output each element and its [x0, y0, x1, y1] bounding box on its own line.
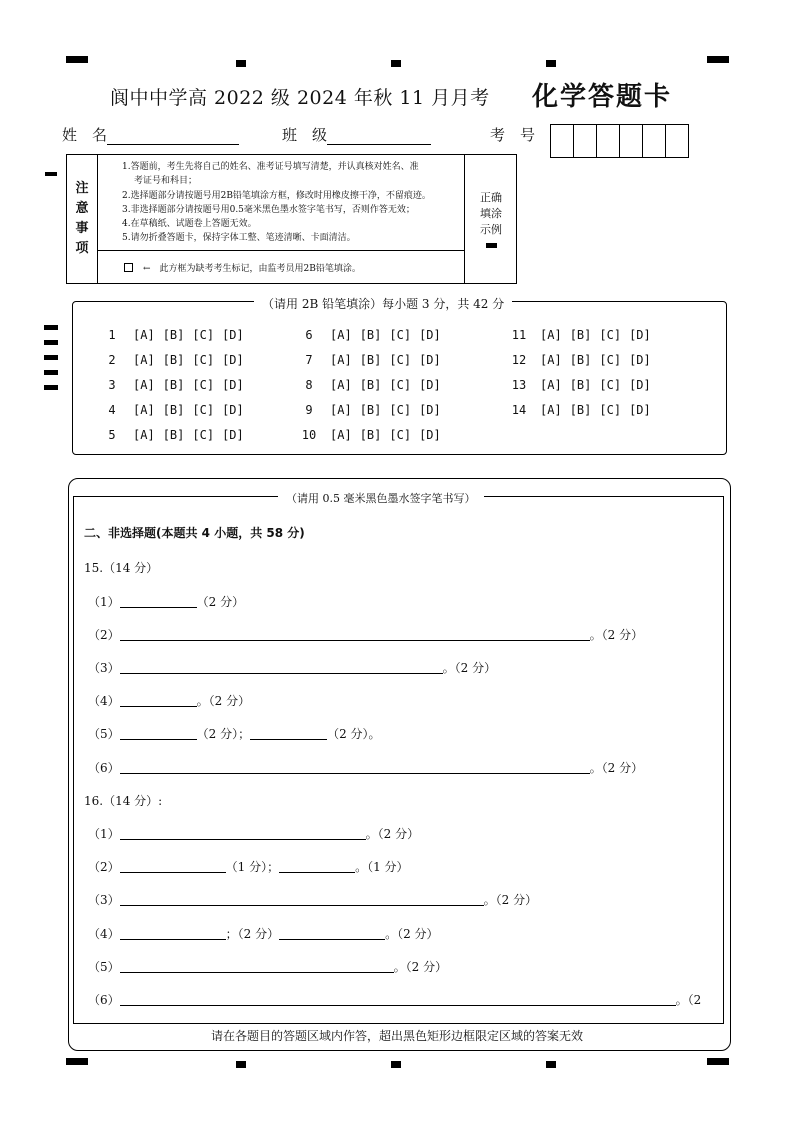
- answer-blank[interactable]: [279, 860, 355, 873]
- q15-part-4: （4） 。（2 分）: [88, 694, 251, 708]
- mc-option-bubble[interactable]: [C]: [599, 328, 622, 342]
- mc-option-bubble[interactable]: [C]: [599, 378, 622, 392]
- mc-question-row: [296, 403, 441, 417]
- mc-option-bubble[interactable]: [B]: [162, 328, 185, 342]
- name-field[interactable]: [107, 128, 239, 145]
- mc-option-bubble[interactable]: [A]: [330, 353, 352, 367]
- registration-mark: [707, 1058, 729, 1065]
- registration-mark: [66, 1058, 88, 1065]
- absent-checkbox[interactable]: [124, 263, 133, 272]
- mc-option-bubble[interactable]: [B]: [359, 328, 382, 342]
- mc-option-bubble[interactable]: [D]: [222, 403, 244, 417]
- notice-label: 注 意 事 项: [67, 155, 98, 283]
- filled-bubble-example: [486, 243, 497, 248]
- mc-option-bubble[interactable]: [B]: [162, 403, 185, 417]
- name-row: [62, 124, 239, 145]
- mc-option-bubble[interactable]: [A]: [540, 328, 562, 342]
- id-label: 考 号: [490, 126, 536, 144]
- registration-mark: [236, 1061, 246, 1068]
- class-row: [282, 124, 431, 145]
- registration-mark: [391, 60, 401, 67]
- mc-option-bubble[interactable]: [C]: [389, 378, 412, 392]
- mc-question-number: 5: [108, 428, 116, 442]
- mc-question-number: 12: [511, 353, 527, 367]
- name-label: 姓 名: [62, 126, 108, 144]
- answer-blank[interactable]: [120, 595, 197, 608]
- registration-mark: [546, 60, 556, 67]
- id-digit-box[interactable]: [620, 125, 643, 157]
- exam-id-boxes[interactable]: [550, 124, 689, 158]
- registration-mark: [707, 56, 729, 63]
- answer-blank[interactable]: [250, 727, 327, 740]
- mc-option-bubble[interactable]: [A]: [540, 378, 562, 392]
- mc-question-row: [506, 403, 651, 417]
- answer-blank[interactable]: [120, 893, 484, 906]
- mc-question-number: 8: [305, 378, 313, 392]
- mc-question-number: 1: [108, 328, 116, 342]
- answer-blank[interactable]: [120, 628, 590, 641]
- mc-question-number: 13: [511, 378, 527, 392]
- class-label: 班 级: [282, 126, 328, 144]
- mc-option-bubble[interactable]: [A]: [133, 378, 155, 392]
- mc-option-bubble[interactable]: [B]: [569, 328, 592, 342]
- mc-question-number: 4: [108, 403, 116, 417]
- mc-option-bubble[interactable]: [C]: [192, 428, 215, 442]
- answer-blank[interactable]: [279, 927, 385, 940]
- mc-option-bubble[interactable]: [C]: [389, 428, 412, 442]
- notice-item: 考证号和科目；: [134, 176, 198, 187]
- mc-option-bubble[interactable]: [D]: [419, 403, 441, 417]
- q15-part-6: （6） 。（2 分）: [88, 761, 644, 775]
- mc-question-row: [99, 378, 244, 392]
- mc-option-bubble[interactable]: [C]: [389, 353, 412, 367]
- q16-part-1: （1） 。（2 分）: [88, 827, 420, 841]
- mc-option-bubble[interactable]: [C]: [192, 328, 215, 342]
- mc-option-bubble[interactable]: [B]: [162, 428, 185, 442]
- mc-question-number: 11: [511, 328, 527, 342]
- mc-question-number: 10: [301, 428, 317, 442]
- mc-question-row: [296, 353, 441, 367]
- mc-option-bubble[interactable]: [A]: [133, 353, 155, 367]
- mc-option-bubble[interactable]: [C]: [599, 353, 622, 367]
- mc-option-bubble[interactable]: [B]: [359, 428, 382, 442]
- id-digit-box[interactable]: [551, 125, 574, 157]
- registration-mark: [546, 1061, 556, 1068]
- notice-item: 1.答题前，考生先将自己的姓名、准考证号填写清楚，并认真核对姓名、准: [122, 162, 419, 172]
- mc-option-bubble[interactable]: [C]: [192, 403, 215, 417]
- mc-option-bubble[interactable]: [D]: [222, 378, 244, 392]
- q16-part-6: （6） 。（2: [88, 993, 702, 1007]
- section-title: 二、非选择题(本题共 4 小题，共 58 分): [84, 526, 305, 540]
- mc-option-bubble[interactable]: [B]: [359, 378, 382, 392]
- mc-option-bubble[interactable]: [A]: [330, 378, 352, 392]
- mc-option-bubble[interactable]: [A]: [330, 328, 352, 342]
- mc-question-row: [99, 353, 244, 367]
- q16-part-3: （3） 。（2 分）: [88, 893, 538, 907]
- mc-option-bubble[interactable]: [A]: [540, 353, 562, 367]
- registration-mark: [44, 385, 58, 390]
- mc-legend: （请用 2B 铅笔填涂）每小题 3 分，共 42 分: [254, 295, 512, 312]
- id-digit-box[interactable]: [666, 125, 688, 157]
- class-field[interactable]: [327, 128, 431, 145]
- mc-option-bubble[interactable]: [A]: [133, 328, 155, 342]
- answer-blank[interactable]: [120, 761, 590, 774]
- mc-option-bubble[interactable]: [D]: [419, 428, 441, 442]
- absent-note: ← 此方框为缺考考生标记，由监考员用2B铅笔填涂。: [143, 264, 361, 274]
- notice-item: 4.在草稿纸、试题卷上答题无效。: [122, 219, 257, 230]
- mc-question-row: [99, 328, 244, 342]
- mc-question-number: 7: [305, 353, 313, 367]
- mc-question-number: 3: [108, 378, 116, 392]
- registration-mark: [44, 370, 58, 375]
- mc-question-number: 2: [108, 353, 116, 367]
- q16-part-5: （5） 。（2 分）: [88, 960, 448, 974]
- id-digit-box[interactable]: [574, 125, 597, 157]
- mc-option-bubble[interactable]: [D]: [419, 328, 441, 342]
- mc-option-bubble[interactable]: [B]: [162, 353, 185, 367]
- absent-mark-row: [124, 261, 361, 274]
- mc-option-bubble[interactable]: [D]: [419, 378, 441, 392]
- answer-blank[interactable]: [120, 694, 197, 707]
- mc-question-number: 6: [305, 328, 313, 342]
- mc-option-bubble[interactable]: [A]: [540, 403, 562, 417]
- mc-option-bubble[interactable]: [A]: [330, 403, 352, 417]
- mc-option-bubble[interactable]: [C]: [389, 403, 412, 417]
- registration-mark: [66, 56, 88, 63]
- q16-part-2: （2） （1 分）； 。（1 分）: [88, 860, 409, 874]
- notice-item: 5.请勿折叠答题卡，保持字体工整、笔迹清晰、卡面清洁。: [122, 233, 356, 244]
- mc-option-bubble[interactable]: [A]: [133, 403, 155, 417]
- mc-option-bubble[interactable]: [C]: [389, 328, 412, 342]
- q16-title: 16.（14 分）:: [84, 794, 163, 808]
- mc-option-bubble[interactable]: [C]: [599, 403, 622, 417]
- mc-option-bubble[interactable]: [D]: [222, 428, 244, 442]
- mc-option-bubble[interactable]: [B]: [359, 403, 382, 417]
- registration-mark: [44, 340, 58, 345]
- q15-part-1: （1） （2 分）: [88, 595, 245, 609]
- mc-option-bubble[interactable]: [B]: [162, 378, 185, 392]
- mc-option-bubble[interactable]: [B]: [569, 403, 592, 417]
- registration-mark: [44, 355, 58, 360]
- exam-title: 阆中中学高 2022 级 2024 年秋 11 月月考: [110, 87, 490, 109]
- mc-option-bubble[interactable]: [D]: [222, 328, 244, 342]
- answer-blank[interactable]: [120, 661, 443, 674]
- mc-option-bubble[interactable]: [B]: [569, 378, 592, 392]
- id-digit-box[interactable]: [597, 125, 620, 157]
- mc-option-bubble[interactable]: [D]: [419, 353, 441, 367]
- mc-question-row: [296, 378, 441, 392]
- mc-option-bubble[interactable]: [D]: [629, 403, 651, 417]
- notice-item: 2.选择题部分请按题号用2B铅笔填涂方框，修改时用橡皮擦干净，不留痕迹。: [122, 190, 431, 201]
- registration-mark: [236, 60, 246, 67]
- notice-item: 3.非选择题部分请按题号用0.5毫米黑色墨水签字笔书写，否则作答无效；: [122, 204, 415, 215]
- notice-box: [66, 154, 517, 284]
- answer-blank[interactable]: [120, 927, 226, 940]
- mc-question-row: [99, 428, 244, 442]
- fill-example: 正确 填涂 示例: [464, 155, 517, 283]
- mc-option-bubble[interactable]: [A]: [330, 428, 352, 442]
- mc-option-bubble[interactable]: [D]: [629, 353, 651, 367]
- q15-part-3: （3） 。（2 分）: [88, 661, 497, 675]
- mc-option-bubble[interactable]: [B]: [359, 353, 382, 367]
- q15-part-5: （5） （2 分）； （2 分）。: [88, 727, 381, 741]
- notice-items: [98, 155, 464, 251]
- answer-blank[interactable]: [120, 827, 366, 840]
- registration-mark: [44, 325, 58, 330]
- answer-blank[interactable]: [120, 993, 676, 1006]
- mc-option-bubble[interactable]: [C]: [192, 353, 215, 367]
- mc-question-row: [506, 378, 651, 392]
- mc-question-row: [296, 428, 441, 442]
- subject-title: 化学答题卡: [532, 82, 673, 112]
- mc-option-bubble[interactable]: [C]: [192, 378, 215, 392]
- q15-title: 15.（14 分）: [84, 561, 159, 575]
- mc-question-row: [99, 403, 244, 417]
- mc-option-bubble[interactable]: [D]: [629, 328, 651, 342]
- registration-mark: [391, 1061, 401, 1068]
- mc-option-bubble[interactable]: [D]: [629, 378, 651, 392]
- mc-option-bubble[interactable]: [B]: [569, 353, 592, 367]
- mc-question-number: 14: [511, 403, 527, 417]
- mc-question-number: 9: [305, 403, 313, 417]
- mc-question-row: [506, 328, 651, 342]
- q16-part-4: （4） ；（2 分） 。（2 分）: [88, 927, 439, 941]
- mc-question-row: [506, 353, 651, 367]
- mc-option-bubble[interactable]: [A]: [133, 428, 155, 442]
- mc-question-row: [296, 328, 441, 342]
- id-digit-box[interactable]: [643, 125, 666, 157]
- answer-blank[interactable]: [120, 960, 394, 973]
- footer-warning: 请在各题目的答题区域内作答，超出黑色矩形边框限定区域的答案无效: [210, 1029, 583, 1043]
- registration-mark: [45, 172, 57, 176]
- answer-blank[interactable]: [120, 727, 197, 740]
- q15-part-2: （2） 。（2 分）: [88, 628, 644, 642]
- answer-legend: （请用 0.5 毫米黑色墨水签字笔书写）: [278, 490, 484, 506]
- answer-blank[interactable]: [120, 860, 226, 873]
- mc-option-bubble[interactable]: [D]: [222, 353, 244, 367]
